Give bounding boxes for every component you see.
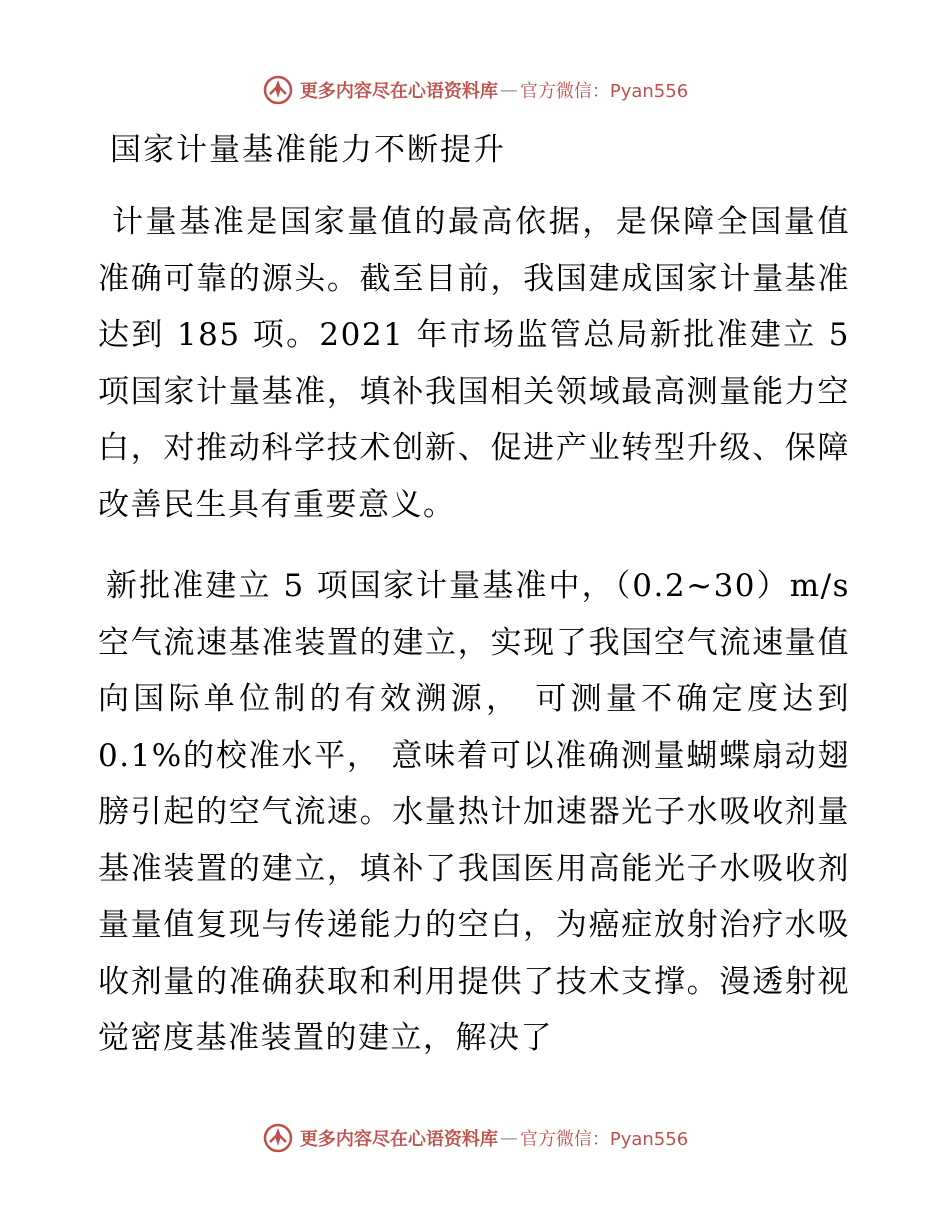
banner-contact: 官方微信：Pyan556: [519, 1129, 689, 1150]
footer-watermark-banner: [0, 1118, 950, 1158]
article-paragraph-1: 计量基准是国家量值的最高依据，是保障全国量值准确可靠的源头。截至目前，我国建成国家计量基准达到 185 项。2021 年市场监管总局新批准建立 5 项国家计量基准，填补我国相关领域最高测量能力空白，对推动科学技术创新、促进产业转型升级、保障改善民生具有重要意义。: [98, 204, 850, 523]
banner-text: 更多内容尽在心语资料库: [299, 1129, 498, 1150]
banner-contact: 官方微信：Pyan556: [519, 81, 689, 102]
header-watermark-banner: [0, 70, 950, 110]
article-title: 国家计量基准能力不断提升: [110, 132, 506, 168]
banner-separator: —: [499, 79, 518, 101]
book-quill-icon: [262, 1122, 294, 1154]
banner-text: 更多内容尽在心语资料库: [299, 81, 498, 102]
book-quill-icon: [262, 74, 294, 106]
article-paragraph-2: 新批准建立 5 项国家计量基准中，（0.2~30）m/s 空气流速基准装置的建立，实现了我国空气流速量值向国际单位制的有效溯源， 可测量不确定度达到 0.1%的校准水平， 意味着可以准确测量蝴蝶扇动翅膀引起的空气流速。水量热计加速器光子水吸收剂量基准装置的建立，填补了我国医用高能光子水吸收剂量量值复现与传递能力的空白，为癌症放射治疗水吸收剂量的准确获取和利用提供了技术支撑。漫透射视觉密度基准装置的建立，解决了: [98, 568, 850, 1056]
banner-separator: —: [499, 1127, 518, 1149]
